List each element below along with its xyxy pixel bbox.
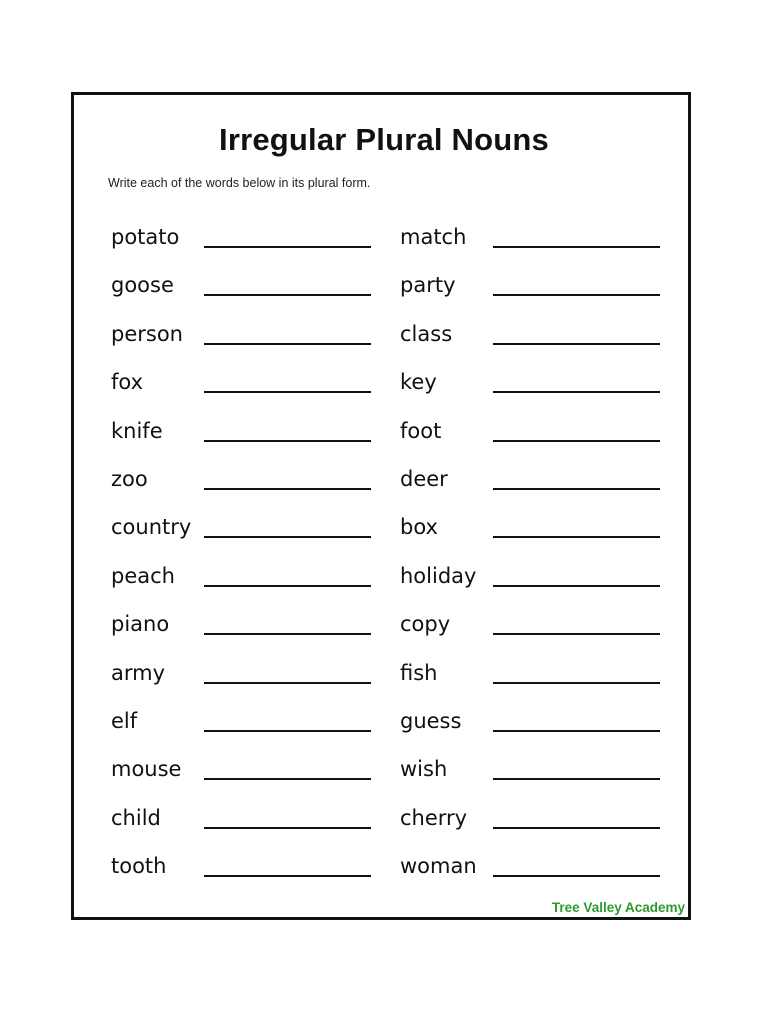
answer-blank[interactable] [204, 343, 371, 345]
left-word-item [111, 317, 373, 365]
right-word-item [400, 559, 662, 607]
worksheet-title: Irregular Plural Nouns [219, 122, 549, 157]
word-label: woman [400, 854, 477, 879]
answer-blank[interactable] [493, 391, 660, 393]
left-word-item [111, 704, 373, 752]
right-word-item [400, 414, 662, 462]
left-word-item [111, 462, 373, 510]
word-label: person [111, 321, 183, 346]
right-word-item [400, 268, 662, 316]
word-label: foot [400, 418, 442, 443]
worksheet-instructions: Write each of the words below in its plural form. [108, 176, 371, 190]
answer-blank[interactable] [204, 682, 371, 684]
word-label: box [400, 515, 438, 540]
answer-blank[interactable] [493, 827, 660, 829]
answer-blank[interactable] [204, 391, 371, 393]
answer-blank[interactable] [493, 488, 660, 490]
answer-blank[interactable] [493, 682, 660, 684]
left-word-item [111, 220, 373, 268]
answer-blank[interactable] [493, 246, 660, 248]
word-label: piano [111, 612, 170, 637]
left-word-item [111, 849, 373, 897]
answer-blank[interactable] [204, 488, 371, 490]
word-label: guess [400, 708, 462, 733]
left-word-item [111, 414, 373, 462]
answer-blank[interactable] [493, 875, 660, 877]
right-word-column [400, 220, 662, 897]
right-word-item [400, 704, 662, 752]
word-label: mouse [111, 757, 182, 782]
word-label: fish [400, 660, 438, 685]
word-label: copy [400, 612, 451, 637]
answer-blank[interactable] [204, 875, 371, 877]
right-word-item [400, 510, 662, 558]
right-word-item [400, 607, 662, 655]
right-word-item [400, 849, 662, 897]
word-label: child [111, 805, 161, 830]
answer-blank[interactable] [493, 294, 660, 296]
answer-blank[interactable] [204, 633, 371, 635]
word-label: knife [111, 418, 163, 443]
answer-blank[interactable] [204, 827, 371, 829]
right-word-item [400, 656, 662, 704]
left-word-item [111, 656, 373, 704]
left-word-item [111, 268, 373, 316]
answer-blank[interactable] [204, 778, 371, 780]
word-label: key [400, 370, 437, 395]
word-label: goose [111, 273, 174, 298]
answer-blank[interactable] [493, 778, 660, 780]
left-word-item [111, 365, 373, 413]
publisher-credit: Tree Valley Academy [551, 900, 685, 915]
left-word-item [111, 510, 373, 558]
word-label: fox [111, 370, 144, 395]
answer-blank[interactable] [493, 343, 660, 345]
answer-blank[interactable] [493, 440, 660, 442]
right-word-item [400, 752, 662, 800]
word-label: tooth [111, 854, 167, 879]
word-label: holiday [400, 563, 477, 588]
word-label: elf [111, 708, 138, 733]
right-word-item [400, 462, 662, 510]
answer-blank[interactable] [204, 585, 371, 587]
right-word-item [400, 365, 662, 413]
right-word-item [400, 220, 662, 268]
word-label: potato [111, 225, 180, 249]
answer-blank[interactable] [204, 536, 371, 538]
answer-blank[interactable] [204, 730, 371, 732]
word-label: match [400, 225, 467, 249]
word-label: zoo [111, 466, 148, 491]
word-label: army [111, 660, 166, 685]
answer-blank[interactable] [204, 440, 371, 442]
word-label: deer [400, 466, 448, 491]
left-word-item [111, 801, 373, 849]
answer-blank[interactable] [493, 536, 660, 538]
answer-blank[interactable] [204, 294, 371, 296]
answer-blank[interactable] [493, 633, 660, 635]
left-word-item [111, 607, 373, 655]
word-label: wish [400, 757, 448, 782]
right-word-item [400, 801, 662, 849]
word-label: peach [111, 563, 175, 588]
word-label: class [400, 321, 453, 346]
answer-blank[interactable] [493, 730, 660, 732]
left-word-item [111, 559, 373, 607]
answer-blank[interactable] [204, 246, 371, 248]
word-label: country [111, 515, 192, 540]
left-word-column [111, 220, 373, 897]
right-word-item [400, 317, 662, 365]
answer-blank[interactable] [493, 585, 660, 587]
word-label: cherry [400, 805, 468, 830]
word-label: party [400, 273, 456, 298]
left-word-item [111, 752, 373, 800]
